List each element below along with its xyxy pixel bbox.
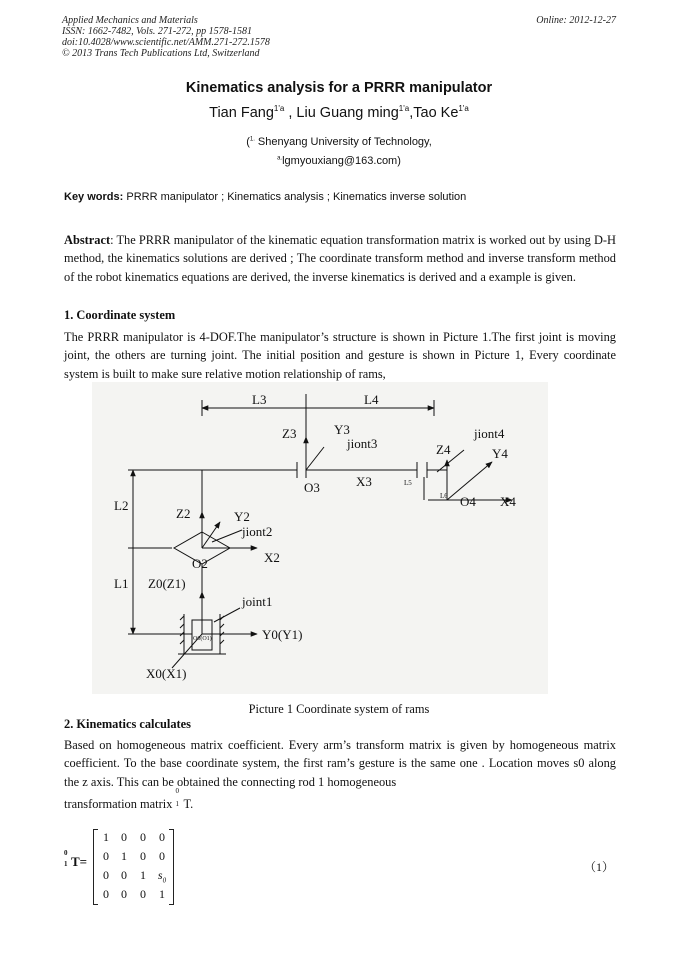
label-y4: Y4 (492, 446, 508, 461)
label-x2: X2 (264, 550, 280, 565)
transform-symbol: T (183, 797, 191, 811)
label-l1: L1 (114, 576, 129, 591)
label-o2: O2 (192, 556, 208, 571)
label-jiont2: jiont2 (242, 524, 273, 539)
author-name: Tao Ke (413, 104, 459, 121)
author-sep: , (409, 104, 414, 121)
label-x3: X3 (356, 474, 372, 489)
keywords-label: Key words: (64, 191, 124, 203)
label-z4: Z4 (436, 442, 451, 457)
label-l6: L6 (440, 492, 448, 500)
label-o3: O3 (304, 480, 320, 495)
label-z3: Z3 (282, 426, 297, 441)
matrix-s-sub: 0 (162, 876, 167, 885)
abstract (64, 231, 616, 286)
matrix-cell: 0 (121, 887, 127, 901)
transform-sub: 1 (175, 800, 179, 808)
label-jiont4: jiont4 (474, 426, 505, 441)
email-sup: a. (277, 155, 283, 162)
journal-name: Applied Mechanics and Materials (62, 15, 198, 26)
equation-symbol: T= (71, 854, 88, 869)
label-l4: L4 (364, 392, 379, 407)
matrix-cell: 1 (159, 887, 165, 901)
label-o4: O4 (460, 494, 476, 509)
keywords-text: PRRR manipulator ; Kinematics analysis ; Kinematics inverse solution (123, 191, 467, 203)
author-list (0, 104, 678, 121)
matrix-s: s (157, 868, 163, 882)
matrix-cell: 0 (140, 849, 146, 863)
label-l3: L3 (252, 392, 267, 407)
matrix-cell: 0 (103, 887, 109, 901)
abstract-text: : The PRRR manipulator of the kinematic equation transformation matrix is worked out by using D-H method, the kinematics solutions are derived ; The coordinate transform method and inverse transform method of the robot kinematics equations are derived, the inverse kinematics is derived and a example is given. (64, 233, 616, 284)
transform-matrix-line (64, 787, 194, 812)
section-heading: 2. Kinematics calculates (64, 717, 191, 731)
matrix-cell: 0 (159, 830, 165, 844)
manipulator-diagram (92, 382, 548, 694)
section-heading: 1. Coordinate system (64, 308, 176, 322)
email-line (0, 155, 678, 167)
equation-number: （1） (584, 860, 615, 874)
journal-header (62, 15, 422, 59)
label-jiont3: jiont3 (347, 436, 378, 451)
copyright-line: © 2013 Trans Tech Publications Ltd, Switzerland (62, 48, 260, 59)
transform-period: . (190, 797, 194, 811)
label-l2: L2 (114, 498, 129, 513)
doi-line: doi:10.4028/www.scientific.net/AMM.271-272.1578 (62, 37, 270, 48)
issn-line: ISSN: 1662-7482, Vols. 271-272, pp 1578-1581 (62, 26, 252, 37)
paper-title: Kinematics analysis for a PRRR manipulator (185, 80, 493, 96)
author-name: Tian Fang (209, 104, 274, 121)
matrix-cell: 0 (121, 830, 127, 844)
label-y2: Y2 (234, 509, 250, 524)
author-name: Liu Guang ming (296, 104, 399, 121)
transform-sup: 0 (175, 787, 179, 795)
matrix-cell: 1 (103, 830, 109, 844)
affiliation-paren: ( (246, 136, 250, 148)
keywords (64, 191, 616, 203)
matrix-cell: 0 (140, 830, 146, 844)
online-date: Online: 2012-12-27 (536, 15, 616, 26)
matrix-cell: 0 (103, 849, 109, 863)
matrix-cell: 0 (103, 868, 109, 882)
section-text: Based on homogeneous matrix coefficient. Every arm’s transform matrix is given by homogeneous matrix coefficient. To the base coordinate system, the first ram’s gesture is the same one . Location moves s0 along the z axis. This can be obtained the connecting rod 1 homogeneous (64, 738, 616, 789)
matrix-cell: 1 (140, 868, 146, 882)
matrix-cell: 0 (121, 868, 127, 882)
figure-caption: Picture 1 Coordinate system of rams (248, 702, 430, 716)
label-x4: X4 (500, 494, 516, 509)
label-x0x1: X0(X1) (146, 666, 187, 681)
affiliation-line (0, 136, 678, 148)
label-joint1: joint1 (242, 594, 273, 609)
author-sup: 1'a (458, 104, 469, 113)
label-l5: L5 (404, 479, 412, 487)
equation-label (64, 849, 88, 870)
matrix-cell: 0 (140, 887, 146, 901)
label-y3: Y3 (334, 422, 350, 437)
section-text: The PRRR manipulator is 4-DOF.The manipulator’s structure is shown in Picture 1.The first joint is moving joint, the others are turning joint. The initial position and gesture is shown in Picture 1, Every coordinate system is built to make sure relative motion relationship of rams, (64, 330, 616, 381)
equation-sub: 1 (64, 860, 68, 868)
equation-sup: 0 (64, 849, 68, 857)
matrix-cell: 0 (159, 849, 165, 863)
affiliation-sup: 1. (249, 136, 255, 143)
matrix-cell: 1 (121, 849, 127, 863)
author-sup: 1'a (273, 104, 285, 113)
transform-matrix (93, 826, 174, 906)
label-z0z1: Z0(Z1) (148, 576, 186, 591)
transform-text: transformation matrix (64, 797, 176, 811)
author-sep: , (284, 104, 297, 121)
label-o0o1: O0(O1) (193, 636, 212, 642)
affiliation-institution: Shenyang University of Technology, (254, 136, 432, 148)
matrix-cell (153, 868, 171, 884)
label-y0y1: Y0(Y1) (262, 627, 303, 642)
label-z2: Z2 (176, 506, 191, 521)
author-email: lgmyouxiang@163.com) (282, 155, 401, 167)
author-sup: 1'a (398, 104, 410, 113)
abstract-label: Abstract (64, 233, 111, 247)
